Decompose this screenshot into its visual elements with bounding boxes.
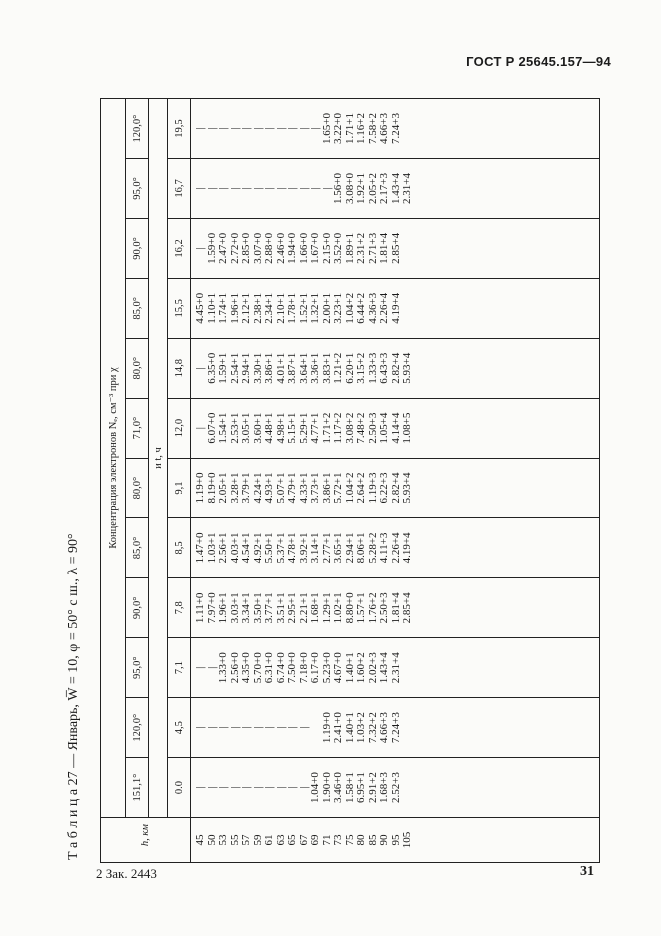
table-value: 6.44+2 [355, 292, 367, 324]
table-value: 2.47+0 [217, 232, 229, 264]
value-column [191, 218, 600, 278]
table-value: 5.93+4 [401, 472, 413, 504]
document-header: ГОСТ Р 25645.157—94 [466, 54, 611, 69]
table-value: 4.66+3 [378, 113, 390, 144]
table-value: 4.35+0 [240, 652, 252, 684]
h-km-header: h, км [101, 818, 191, 863]
table-value: 3.05+1 [240, 412, 252, 444]
table-value: 4.11+3 [378, 532, 390, 564]
table-value: 105 [401, 831, 413, 849]
table-caption: Т а б л и ц а 27 — Январь, W̅ = 10, φ = 50° с ш., λ = 90° [66, 533, 81, 860]
table-value [310, 698, 322, 757]
chi-cell: 90,0° [126, 218, 149, 278]
table-value: 3.51+1 [274, 592, 287, 624]
t-cell: 7,1 [168, 638, 191, 698]
table-value: 1.76+2 [366, 592, 379, 624]
table-value: 7.50+0 [286, 652, 298, 684]
table-value: 2.31+2 [355, 232, 367, 264]
table-value: 53 [217, 834, 229, 846]
table-value: 63 [274, 834, 287, 846]
table-value: | [240, 786, 252, 789]
t-cell: 12,0 [168, 398, 191, 458]
chi-cell: 90,0° [126, 578, 149, 638]
value-column [191, 278, 600, 338]
table-value: 2.95+1 [286, 592, 298, 624]
table-value: 1.02+1 [332, 592, 344, 624]
table-value: 2.50+3 [366, 412, 379, 444]
table-value: 2.56+0 [228, 652, 241, 684]
table-value: 3.08+0 [343, 173, 356, 204]
table-value: 3.36+1 [309, 352, 321, 384]
table-value: 7.24+3 [389, 113, 402, 144]
table-value: | [286, 726, 298, 729]
table-value: 4.54+1 [240, 532, 252, 564]
chi-cell: 80,0° [126, 458, 149, 518]
t-cell: 16,7 [168, 159, 191, 219]
table-value: 1.96+1 [228, 292, 241, 324]
table-value: 1.54+1 [217, 412, 229, 444]
table-value: 1.08+5 [401, 412, 413, 444]
table-value: 2.53+1 [228, 412, 241, 444]
table-value: | [228, 726, 241, 729]
table-value: 4.19+4 [389, 292, 402, 324]
data-row [191, 99, 600, 863]
table-value: 1.66+0 [297, 232, 310, 264]
table-value: 1.11+0 [194, 592, 206, 624]
table-value: 2.05+2 [366, 173, 379, 204]
table-value: 2.72+0 [228, 232, 241, 264]
table-value: 1.96+1 [217, 592, 229, 624]
value-column [191, 398, 600, 458]
table-value: 4.92+1 [251, 532, 264, 564]
table-header-row-1 [101, 99, 126, 863]
table-value: 4.01+1 [274, 352, 287, 384]
table-value: 1.58+1 [343, 772, 356, 804]
t-cell: 4,5 [168, 698, 191, 758]
table-value: 1.29+1 [320, 592, 333, 624]
value-column [191, 698, 600, 758]
table-value: | [205, 666, 218, 669]
table-value: 7.18+0 [297, 652, 310, 684]
table-container [100, 98, 600, 863]
table-value: 2.05+1 [217, 472, 229, 504]
table-value: 2.85+4 [401, 592, 413, 624]
table-value: 2.64+2 [355, 472, 367, 504]
table-value: 1.04+2 [343, 292, 356, 324]
table-value: 3.14+1 [309, 532, 321, 564]
table-value: 6.35+0 [205, 352, 218, 384]
table-value: | [194, 367, 206, 370]
table-value: 2.38+1 [251, 292, 264, 324]
table-value: 3.34+1 [240, 592, 252, 624]
table-value: 1.43+4 [389, 173, 402, 204]
table-value: 3.03+1 [228, 592, 241, 624]
table-value: | [194, 666, 206, 669]
table-value: 2.21+1 [297, 592, 310, 624]
table-value: | [286, 187, 298, 190]
table-value: | [297, 726, 310, 729]
table-value: 1.04+0 [309, 772, 321, 804]
table-value: | [194, 247, 206, 250]
table-value: 7.58+2 [366, 113, 379, 144]
table-value: 3.83+1 [320, 352, 333, 384]
table-value: 2.94+1 [240, 352, 252, 384]
table-value: 1.57+1 [355, 592, 367, 624]
table-value: 1.68+3 [378, 772, 390, 804]
table-value: 1.60+2 [355, 652, 367, 684]
table-value: | [217, 786, 229, 789]
table-value: 85 [366, 834, 379, 846]
table-value: 2.82+4 [389, 472, 402, 504]
table-value: 5.15+1 [286, 412, 298, 444]
table-value: 2.10+1 [274, 292, 287, 324]
table-value: 1.52+1 [297, 292, 310, 324]
table-value: 50 [205, 834, 218, 846]
table-value: 4.03+1 [228, 532, 241, 564]
t-cell: 15,5 [168, 278, 191, 338]
table-value: 2.77+1 [320, 532, 333, 564]
table-value: 1.40+1 [343, 712, 356, 744]
table-value: 5.93+4 [401, 352, 413, 384]
table-value: | [263, 127, 275, 130]
table-value: 8.80+0 [343, 592, 356, 624]
table-value: 1.03+2 [355, 712, 367, 744]
table-value: | [240, 127, 252, 130]
table-value: | [217, 127, 229, 130]
table-value: 3.50+1 [251, 592, 264, 624]
table-value: 3.52+0 [332, 232, 344, 264]
page-number: 31 [580, 864, 594, 879]
table-value: 1.56+0 [332, 173, 344, 204]
table-value: 3.86+1 [263, 352, 275, 384]
value-column [191, 758, 600, 818]
table-value: 4.93+1 [263, 472, 275, 504]
table-value: 7.24+3 [389, 712, 402, 744]
table-value: 4.48+1 [263, 412, 275, 444]
table-value: | [286, 786, 298, 789]
table-value: | [263, 726, 275, 729]
value-column [191, 159, 600, 219]
table-value: 3.64+1 [297, 352, 310, 384]
table-value: 3.07+0 [251, 232, 264, 264]
table-value: | [228, 127, 241, 130]
table-value: 1.43+4 [378, 652, 390, 684]
table-value: 3.46+0 [332, 772, 344, 804]
table-value: 1.19+3 [366, 472, 379, 504]
table-value: 4.14+4 [389, 412, 402, 444]
table-value: 5.72+1 [332, 472, 344, 504]
table-value: 2.00+1 [320, 292, 333, 324]
table-value: 3.30+1 [251, 352, 264, 384]
table-value: 4.79+1 [286, 472, 298, 504]
table-value: | [217, 187, 229, 190]
table-value: 3.92+1 [297, 532, 310, 564]
table-value: | [228, 187, 241, 190]
caption-container [59, 100, 89, 860]
table-value: 4.67+0 [332, 652, 344, 684]
table-value: 2.56+1 [217, 532, 229, 564]
table-value: 1.78+1 [286, 292, 298, 324]
chi-row [126, 99, 149, 863]
table-value: 6.31+0 [263, 652, 275, 684]
t-row [168, 99, 191, 863]
table-value: | [205, 786, 218, 789]
table-value: | [205, 187, 218, 190]
table-value: 4.78+1 [286, 532, 298, 564]
table-value: 7.32+2 [366, 712, 379, 744]
table-value: | [251, 127, 264, 130]
table-value: 2.15+0 [320, 232, 333, 264]
table-value: 90 [378, 834, 390, 846]
table-value: 1.59+0 [205, 232, 218, 264]
table-value: | [309, 127, 321, 130]
table-value: 1.92+1 [355, 173, 367, 204]
table-value: 2.71+3 [366, 232, 379, 264]
table-value: | [274, 187, 287, 190]
table-value: 73 [332, 834, 344, 846]
table-value: 2.41+0 [332, 712, 344, 744]
table-value: 3.87+1 [286, 352, 298, 384]
table-value: | [263, 187, 275, 190]
value-column [191, 338, 600, 398]
table-value: 1.40+1 [343, 652, 356, 684]
table-value: 1.05+4 [378, 412, 390, 444]
chi-cell: 95,0° [126, 159, 149, 219]
table-value: 8.06+1 [355, 532, 367, 564]
table-value: 3.08+2 [343, 412, 356, 444]
table-value: | [194, 427, 206, 430]
table-value: 6.43+3 [378, 352, 390, 384]
table-value: 3.15+2 [355, 352, 367, 384]
table-value: | [309, 187, 321, 190]
table-value: 2.31+4 [389, 652, 402, 684]
table-value: 4.19+4 [401, 532, 413, 564]
table-value: | [251, 786, 264, 789]
table-value: 80 [355, 834, 367, 846]
table-value: 1.19+0 [194, 472, 206, 504]
t-label-row [149, 99, 168, 863]
table-value: 4.36+3 [366, 292, 379, 324]
table-value: | [240, 187, 252, 190]
table-value: 3.60+1 [251, 412, 264, 444]
table-value: | [217, 726, 229, 729]
table-value: 1.71+2 [320, 412, 333, 444]
table-value: 7.97+0 [205, 592, 218, 624]
table-value: 3.77+1 [263, 592, 275, 624]
value-column [191, 638, 600, 698]
table-value: | [251, 187, 264, 190]
table-value: 71 [320, 834, 333, 846]
table-value: 4.45+0 [194, 292, 206, 324]
table-value: 45 [194, 834, 206, 846]
table-value: 4.77+1 [309, 412, 321, 444]
t-cell: 19,5 [168, 99, 191, 159]
table-value: 2.26+4 [389, 532, 402, 564]
chi-cell: 151,1° [126, 758, 149, 818]
table-value: 5.23+0 [320, 652, 333, 684]
table-value: 3.86+1 [320, 472, 333, 504]
table-value: 5.29+1 [297, 412, 310, 444]
t-cell: 14,8 [168, 338, 191, 398]
table-value: 8.19+0 [205, 472, 218, 504]
rotated-table-frame [100, 98, 600, 863]
table-value: 1.67+0 [309, 232, 321, 264]
table-value: 1.71+1 [343, 113, 356, 144]
table-value: 2.94+1 [343, 532, 356, 564]
table-value: 57 [240, 834, 252, 846]
table-value: 2.31+4 [401, 173, 413, 204]
t-cell: 9,1 [168, 458, 191, 518]
table-value: 5.07+1 [274, 472, 287, 504]
table-value: | [297, 786, 310, 789]
table-value: 2.17+3 [378, 173, 390, 204]
table-value: 1.89+1 [343, 232, 356, 264]
table-value: 1.90+0 [320, 772, 333, 804]
table-value: 6.22+3 [378, 472, 390, 504]
table-value: 2.91+2 [366, 772, 379, 804]
table-value: 3.22+0 [332, 113, 344, 144]
table-value: 2.12+1 [240, 292, 252, 324]
chi-cell: 95,0° [126, 638, 149, 698]
value-column [191, 578, 600, 638]
chi-cell: 85,0° [126, 278, 149, 338]
t-cell: 16,2 [168, 218, 191, 278]
table-value: 6.74+0 [274, 652, 287, 684]
table-value: | [274, 127, 287, 130]
chi-cell: 80,0° [126, 338, 149, 398]
table-value: 5.50+1 [263, 532, 275, 564]
table-value: 1.03+1 [205, 532, 218, 564]
table-value: 2.82+4 [389, 352, 402, 384]
table-value: 1.33+0 [217, 652, 229, 684]
table-value: 55 [228, 834, 241, 846]
table-value: 1.59+1 [217, 352, 229, 384]
h-column [191, 818, 600, 863]
table-value: 3.79+1 [240, 472, 252, 504]
chi-cell: 120,0° [126, 698, 149, 758]
concentration-header: Концентрация электронов Nₑ, см⁻³ при χ [101, 99, 126, 818]
chi-cell: 120,0° [126, 99, 149, 159]
t-cell: 0.0 [168, 758, 191, 818]
table-value: 1.21+2 [332, 352, 344, 384]
chi-cell: 71,0° [126, 398, 149, 458]
table-value: 67 [297, 834, 310, 846]
table-value: 2.02+3 [366, 652, 379, 684]
table-value: 6.17+0 [309, 652, 321, 684]
table-value: | [251, 726, 264, 729]
table-value: 2.50+3 [378, 592, 390, 624]
chi-cell: 85,0° [126, 518, 149, 578]
table-value: | [205, 726, 218, 729]
table-value: 3.65+1 [332, 532, 344, 564]
table-value: | [274, 726, 287, 729]
table-value: 1.04+2 [343, 472, 356, 504]
table-value: 1.81+4 [389, 592, 402, 624]
table-value: 6.20+1 [343, 352, 356, 384]
table-value: 2.46+0 [274, 232, 287, 264]
table-value: 61 [263, 834, 275, 846]
table-value: | [194, 187, 206, 190]
table-value: 65 [286, 834, 298, 846]
table-value: 1.47+0 [194, 532, 206, 564]
table-value: 4.66+3 [378, 712, 390, 744]
table-value: | [297, 127, 310, 130]
table-value: | [274, 786, 287, 789]
table-value: 59 [251, 834, 264, 846]
electron-concentration-table [100, 98, 600, 863]
table-value: 95 [389, 834, 402, 846]
table-value: 2.54+1 [228, 352, 241, 384]
footer-order: 2 Зак. 2443 [96, 866, 157, 881]
table-value: 4.24+1 [251, 472, 264, 504]
table-value: 3.23+1 [332, 292, 344, 324]
table-value: 2.85+0 [240, 232, 252, 264]
table-value: 2.34+1 [263, 292, 275, 324]
table-value: | [228, 786, 241, 789]
table-value: 69 [309, 834, 321, 846]
table-value: 1.19+0 [320, 712, 333, 744]
value-column [191, 518, 600, 578]
table-value: 1.81+4 [378, 232, 390, 264]
table-value: 5.37+1 [274, 532, 287, 564]
table-value: 4.98+1 [274, 412, 287, 444]
table-value: 6.95+1 [355, 772, 367, 804]
table-value: | [194, 786, 206, 789]
table-value: 75 [343, 834, 356, 846]
t-cell: 8,5 [168, 518, 191, 578]
table-value: 1.17+2 [332, 412, 344, 444]
table-value: | [263, 786, 275, 789]
table-value: | [194, 127, 206, 130]
table-value: 6.07+0 [205, 412, 218, 444]
table-value: 1.94+0 [286, 232, 298, 264]
value-column [191, 458, 600, 518]
table-value: 5.28+2 [366, 532, 379, 564]
table-value: 1.68+1 [309, 592, 321, 624]
table-value: 4.33+1 [297, 472, 310, 504]
table-value: | [205, 127, 218, 130]
t-cell: 7,8 [168, 578, 191, 638]
table-value: 1.16+2 [355, 113, 367, 144]
table-value: 2.85+4 [389, 232, 402, 264]
table-value: | [194, 726, 206, 729]
table-value: 3.28+1 [228, 472, 241, 504]
table-value: 1.65+0 [320, 113, 333, 144]
t-header: и t, ч [149, 99, 168, 818]
table-value: 2.52+3 [389, 772, 402, 804]
table-value: 1.10+1 [205, 292, 218, 324]
table-value: | [320, 187, 333, 190]
table-value: 1.32+1 [309, 292, 321, 324]
table-value: 1.74+1 [217, 292, 229, 324]
value-column [191, 99, 600, 159]
table-value: | [297, 187, 310, 190]
table-value: 5.70+0 [251, 652, 264, 684]
table-value: 7.48+2 [355, 412, 367, 444]
table-value: 1.33+3 [366, 352, 379, 384]
table-value: 3.73+1 [309, 472, 321, 504]
table-value: | [286, 127, 298, 130]
table-value: | [240, 726, 252, 729]
table-value: 2.88+0 [263, 232, 275, 264]
table-value: 2.26+4 [378, 292, 390, 324]
